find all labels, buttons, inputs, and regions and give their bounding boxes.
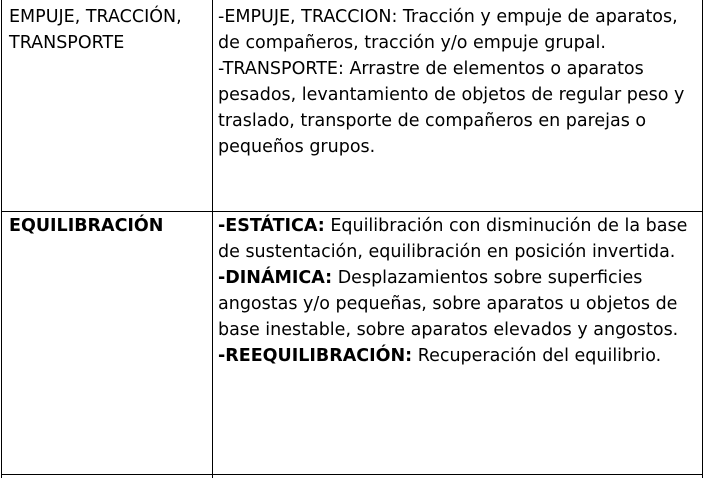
table-cell-category: [9, 4, 209, 56]
table-cell-description: [218, 4, 700, 160]
subcategory-label: -REEQUILIBRACIÓN:: [218, 346, 413, 366]
category-label: EMPUJE, TRACCIÓN, TRANSPORTE: [9, 7, 182, 53]
description-text: Recuperación del equilibrio.: [412, 346, 662, 366]
description-paragraph: [218, 56, 700, 160]
description-paragraph: [218, 265, 700, 343]
description-text: Equilibración con disminución de la base de sustentación, equilibración en posición invertida.: [218, 216, 688, 262]
description-paragraph: [218, 343, 700, 369]
row-divider: [1, 211, 703, 212]
table-cell-category: [9, 213, 209, 239]
description-text: -EMPUJE, TRACCION: Tracción y empuje de aparatos, de compañeros, tracción y/o empuje grupal.: [218, 7, 678, 53]
description-paragraph: [218, 213, 700, 265]
column-divider: [212, 0, 213, 478]
subcategory-label: -DINÁMICA:: [218, 268, 333, 288]
description-paragraph: [218, 4, 700, 56]
description-text: Desplazamientos sobre superficies angostas y/o pequeñas, sobre aparatos u objetos de base inestable, sobre aparatos elevados y angostos.: [218, 268, 679, 340]
table-border-right: [702, 0, 703, 478]
row-divider: [1, 474, 703, 475]
description-text: -TRANSPORTE: Arrastre de elementos o aparatos pesados, levantamiento de objetos de regular peso y traslado, transporte de compañeros en parejas o pequeños grupos.: [218, 59, 685, 157]
category-label: EQUILIBRACIÓN: [9, 216, 164, 236]
table-border-left: [1, 0, 2, 478]
subcategory-label: -ESTÁTICA:: [218, 216, 325, 236]
table-cell-description: [218, 213, 700, 369]
